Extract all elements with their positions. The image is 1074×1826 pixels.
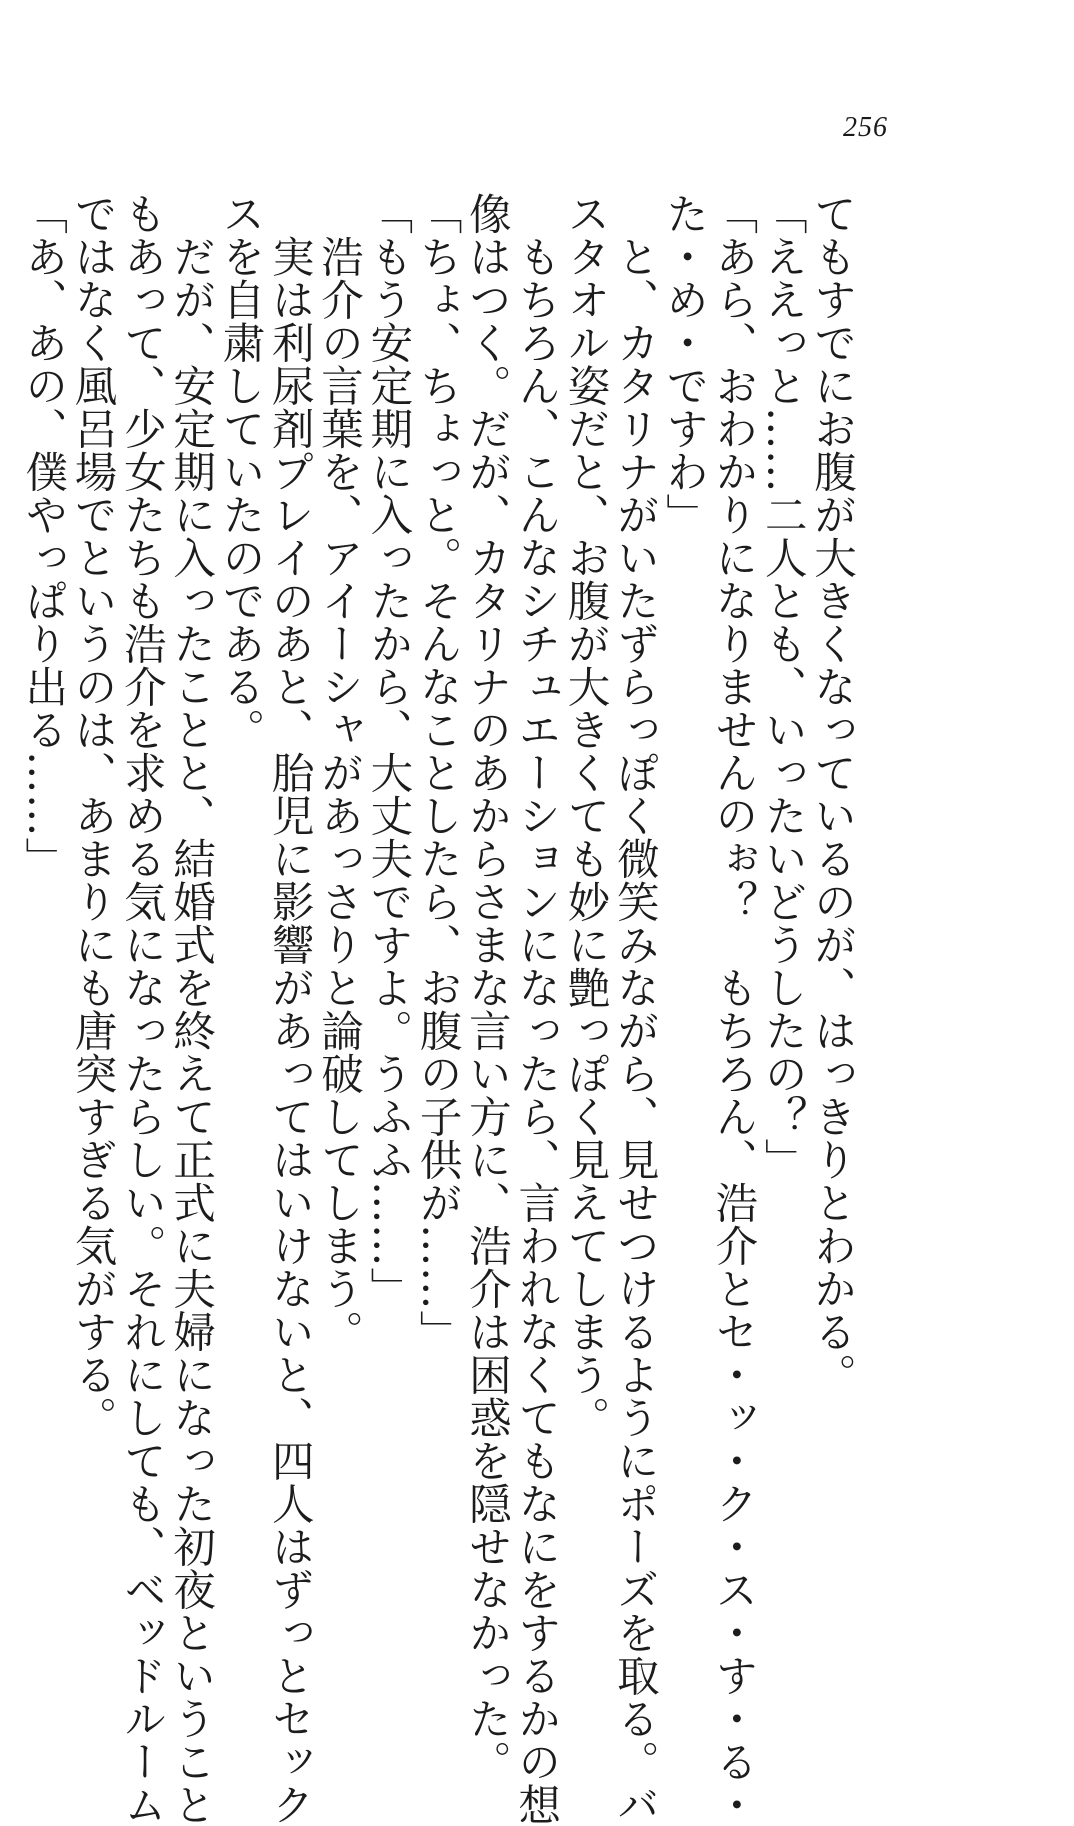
text-line: ではなく風呂場でというのは、あまりにも唐突すぎる気がする。 [67,192,117,1439]
text-line: もあって、少女たちも浩介を求める気になったらしい。それにしても、ベッドルーム [116,192,166,1826]
text-line: た・め・ですわ」 [659,192,709,536]
text-line: スタオル姿だと、お腹が大きくても妙に艶っぽく見えてしまう。 [560,192,610,1439]
text-line: と、カタリナがいたずらっぽく微笑みながら、見せつけるようにポーズを取る。バ [609,192,659,1826]
text-line: 「ええっと……二人とも、いったいどうしたの？」 [757,192,807,1181]
text-line: 「もう安定期に入ったから、大丈夫ですよ。うふふ……」 [363,192,413,1310]
text-line: 「あ、あの、僕やっぱり出る……」 [18,192,68,880]
text-line: てもすでにお腹が大きくなっているのが、はっきりとわかる。 [807,192,856,1396]
vertical-text-block [18,192,856,1826]
text-line: 浩介の言葉を、アイーシャがあっさりと論破してしまう。 [314,192,364,1353]
text-line: 「ちょ、ちょっと。そんなことしたら、お腹の子供が……」 [412,192,462,1353]
text-line: 「あら、おわかりになりませんのぉ？ もちろん、浩介とセ・ッ・ク・ス・す・る・ [708,192,758,1826]
text-line: もちろん、こんなシチュエーションになったら、言われなくてもなにをするかの想 [511,192,561,1826]
page-number: 256 [843,112,888,143]
text-line: 実は利尿剤プレイのあと、胎児に影響があってはいけないと、四人はずっとセック [264,192,314,1826]
text-line: だが、安定期に入ったことと、結婚式を終えて正式に夫婦になった初夜ということ [166,192,216,1826]
text-line: スを自粛していたのである。 [215,192,265,751]
text-line: 像はつく。だが、カタリナのあからさまな言い方に、浩介は困惑を隠せなかった。 [461,192,511,1783]
